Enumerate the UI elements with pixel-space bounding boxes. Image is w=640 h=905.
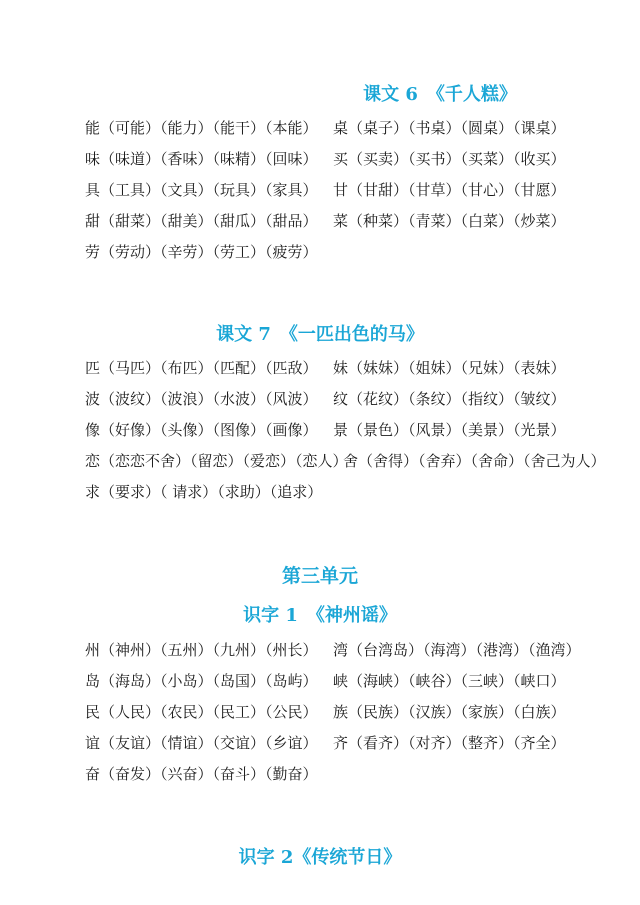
vocab-entry: 能（可能）（能力）（能干）（本能）: [85, 119, 318, 137]
vocab-entry: 景（景色）（风景）（美景）（光景）: [333, 421, 566, 439]
vocab-entry: 菜（种菜）（青菜）（白菜）（炒菜）: [333, 212, 566, 230]
vocab-row: [85, 389, 566, 409]
lesson-6-heading: 课文 6 《千人糕》: [363, 84, 517, 105]
vocab-row: [85, 764, 318, 784]
vocab-row: [85, 451, 606, 471]
vocab-row: [85, 211, 566, 231]
vocab-entry: 味（味道）（香味）（味精）（回味）: [85, 150, 318, 168]
vocab-entry: 像（好像）（头像）（图像）（画像）: [85, 421, 318, 439]
vocab-entry: 州（神州）（五州）（九州）（州长）: [85, 641, 318, 659]
vocab-entry: 具（工具）（文具）（玩具）（家具）: [85, 181, 318, 199]
vocab-entry: 买（买卖）（买书）（买菜）（收买）: [333, 150, 566, 168]
vocab-entry: 妹（妹妹）（姐妹）（兄妹）（表妹）: [333, 359, 566, 377]
vocab-row: [85, 180, 566, 200]
vocab-row: [85, 149, 566, 169]
vocab-entry: 谊（友谊）（情谊）（交谊）（乡谊）: [85, 734, 318, 752]
vocab-entry: 岛（海岛）（小岛）（岛国）（岛屿）: [85, 672, 318, 690]
vocab-entry: 民（人民）（农民）（民工）（公民）: [85, 703, 318, 721]
vocab-entry: 甜（甜菜）（甜美）（甜瓜）（甜品）: [85, 212, 318, 230]
vocab-entry: 族（民族）（汉族）（家族）（白族）: [333, 703, 566, 721]
vocab-entry: 甘（甘甜）（甘草）（甘心）（甘愿）: [333, 181, 566, 199]
vocab-row: [85, 702, 566, 722]
vocab-entry: 舍（舍得）（舍弃）（舍命）（舍己为人）: [343, 452, 606, 470]
vocab-entry: 匹（马匹）（布匹）（匹配）（匹敌）: [85, 359, 318, 377]
vocab-row: [85, 671, 566, 691]
vocab-row: [85, 482, 322, 502]
literacy-2-heading: 识字 2《传统节日》: [238, 847, 402, 868]
vocab-entry: 劳（劳动）（辛劳）（劳工）（疲劳）: [85, 243, 318, 261]
vocab-row: [85, 242, 318, 262]
vocab-row: [85, 420, 566, 440]
vocab-entry: 齐（看齐）（对齐）（整齐）（齐全）: [333, 734, 566, 752]
vocab-entry: 波（波纹）（波浪）（水波）（风波）: [85, 390, 318, 408]
vocab-row: [85, 118, 566, 138]
vocab-row: [85, 733, 566, 753]
vocab-entry: 恋（恋恋不舍）（留恋）（爱恋）（恋人）: [85, 452, 348, 470]
vocab-entry: 求（要求）（ 请求）（求助）（追求）: [85, 483, 323, 501]
literacy-1-heading: 识字 1 《神州谣》: [243, 605, 397, 626]
vocab-entry: 纹（花纹）（条纹）（指纹）（皱纹）: [333, 390, 566, 408]
unit-title: 第三单元: [281, 565, 358, 587]
vocab-row: [85, 358, 566, 378]
vocab-row: [85, 640, 581, 660]
vocab-entry: 湾（台湾岛）（海湾）（港湾）（渔湾）: [333, 641, 581, 659]
lesson-7-heading: 课文 7 《一匹出色的马》: [216, 324, 424, 345]
vocab-entry: 桌（桌子）（书桌）（圆桌）（课桌）: [333, 119, 566, 137]
vocab-entry: 奋（奋发）（兴奋）（奋斗）（勤奋）: [85, 765, 318, 783]
vocab-entry: 峡（海峡）（峡谷）（三峡）（峡口）: [333, 672, 566, 690]
